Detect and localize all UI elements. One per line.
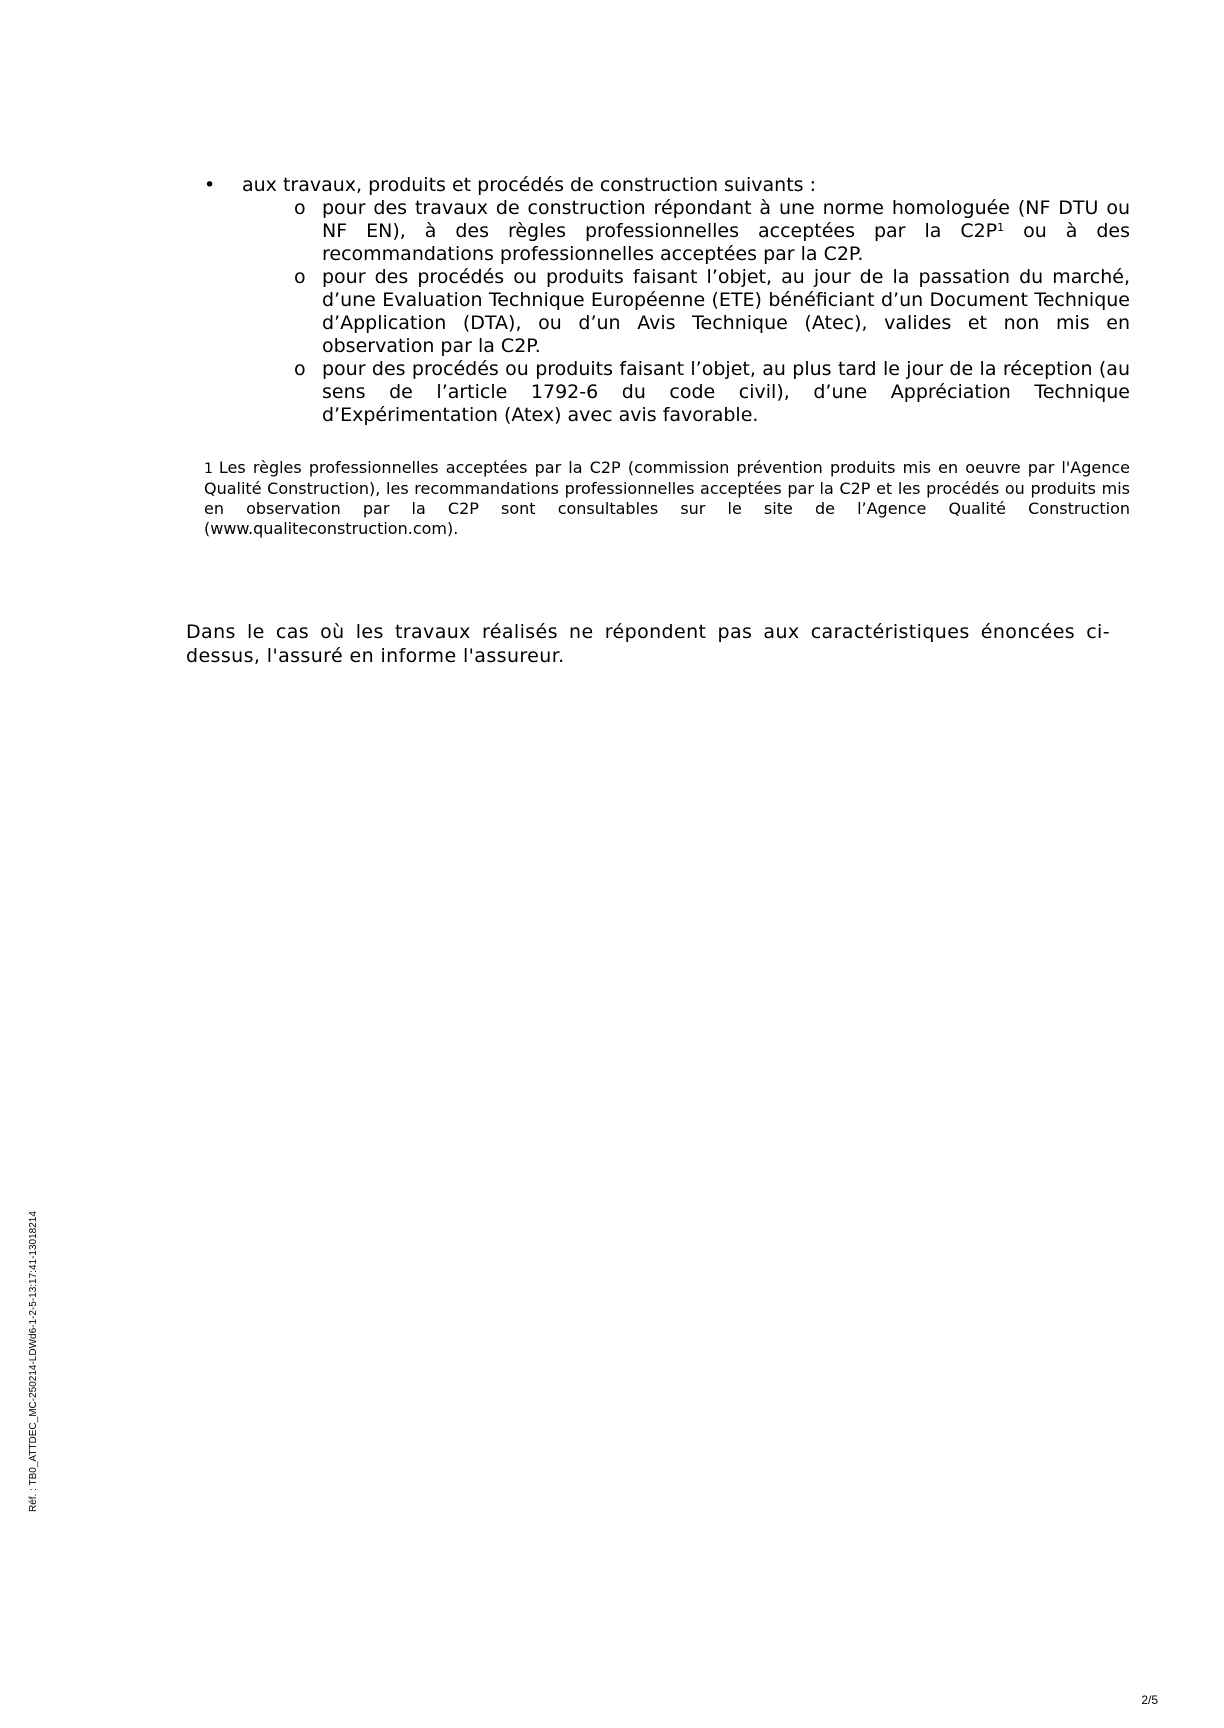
footnote-marker: 1	[204, 461, 213, 477]
document-reference: Réf. : TB0_ATTDEC_MC-250214-LDWd6-1-2-5-13:17:41-13018214	[28, 1211, 39, 1512]
sub-list-item	[204, 197, 1130, 266]
construction-works-list	[204, 174, 1130, 427]
sub-marker: o	[294, 197, 306, 219]
sub-item-text: pour des travaux de construction répondant à une norme homologuée (NF DTU ou NF EN), à des règles professionnelles acceptées par la C2P	[322, 197, 1130, 242]
list-intro-text: aux travaux, produits et procédés de construction suivants :	[242, 174, 816, 196]
sub-list	[204, 197, 1130, 427]
footnote-reference: 1	[997, 221, 1005, 234]
sub-item-text: pour des procédés ou produits faisant l’objet, au plus tard le jour de la réception (au sens de l’article 1792-6 du code civil), d’une Appréciation Technique d’Expérimentation (Atex) avec avis favorable.	[322, 358, 1130, 426]
sub-marker: o	[294, 266, 306, 288]
sub-item-text-continued: ou à des recommandations professionnelles acceptées par la C2P.	[322, 220, 1131, 265]
footnote-text: Les règles professionnelles acceptées par la C2P (commission prévention produits mis en oeuvre par l'Agence Qualité Construction), les recommandations professionnelles acceptées par la C2P et les procédés ou produits mis en observation par la C2P sont consultables sur le site de l’Agence Qualité Construction (www.qualiteconstruction.com).	[204, 458, 1130, 538]
sub-item-text: pour des procédés ou produits faisant l’objet, au jour de la passation du marché, d’une Evaluation Technique Européenne (ETE) bénéficiant d’un Document Technique d’Application (DTA), ou d’un Avis Technique (Atec), valides et non mis en observation par la C2P.	[322, 266, 1130, 357]
page-number: 2/5	[1141, 1693, 1158, 1707]
footnote	[204, 458, 1130, 539]
closing-paragraph: Dans le cas où les travaux réalisés ne répondent pas aux caractéristiques énoncées ci-dessus, l'assuré en informe l'assureur.	[186, 621, 1110, 667]
bullet-marker: •	[204, 174, 216, 196]
sub-list-item	[204, 266, 1130, 358]
sub-marker: o	[294, 358, 306, 380]
list-bullet-item	[204, 174, 1130, 197]
sub-list-item	[204, 358, 1130, 427]
